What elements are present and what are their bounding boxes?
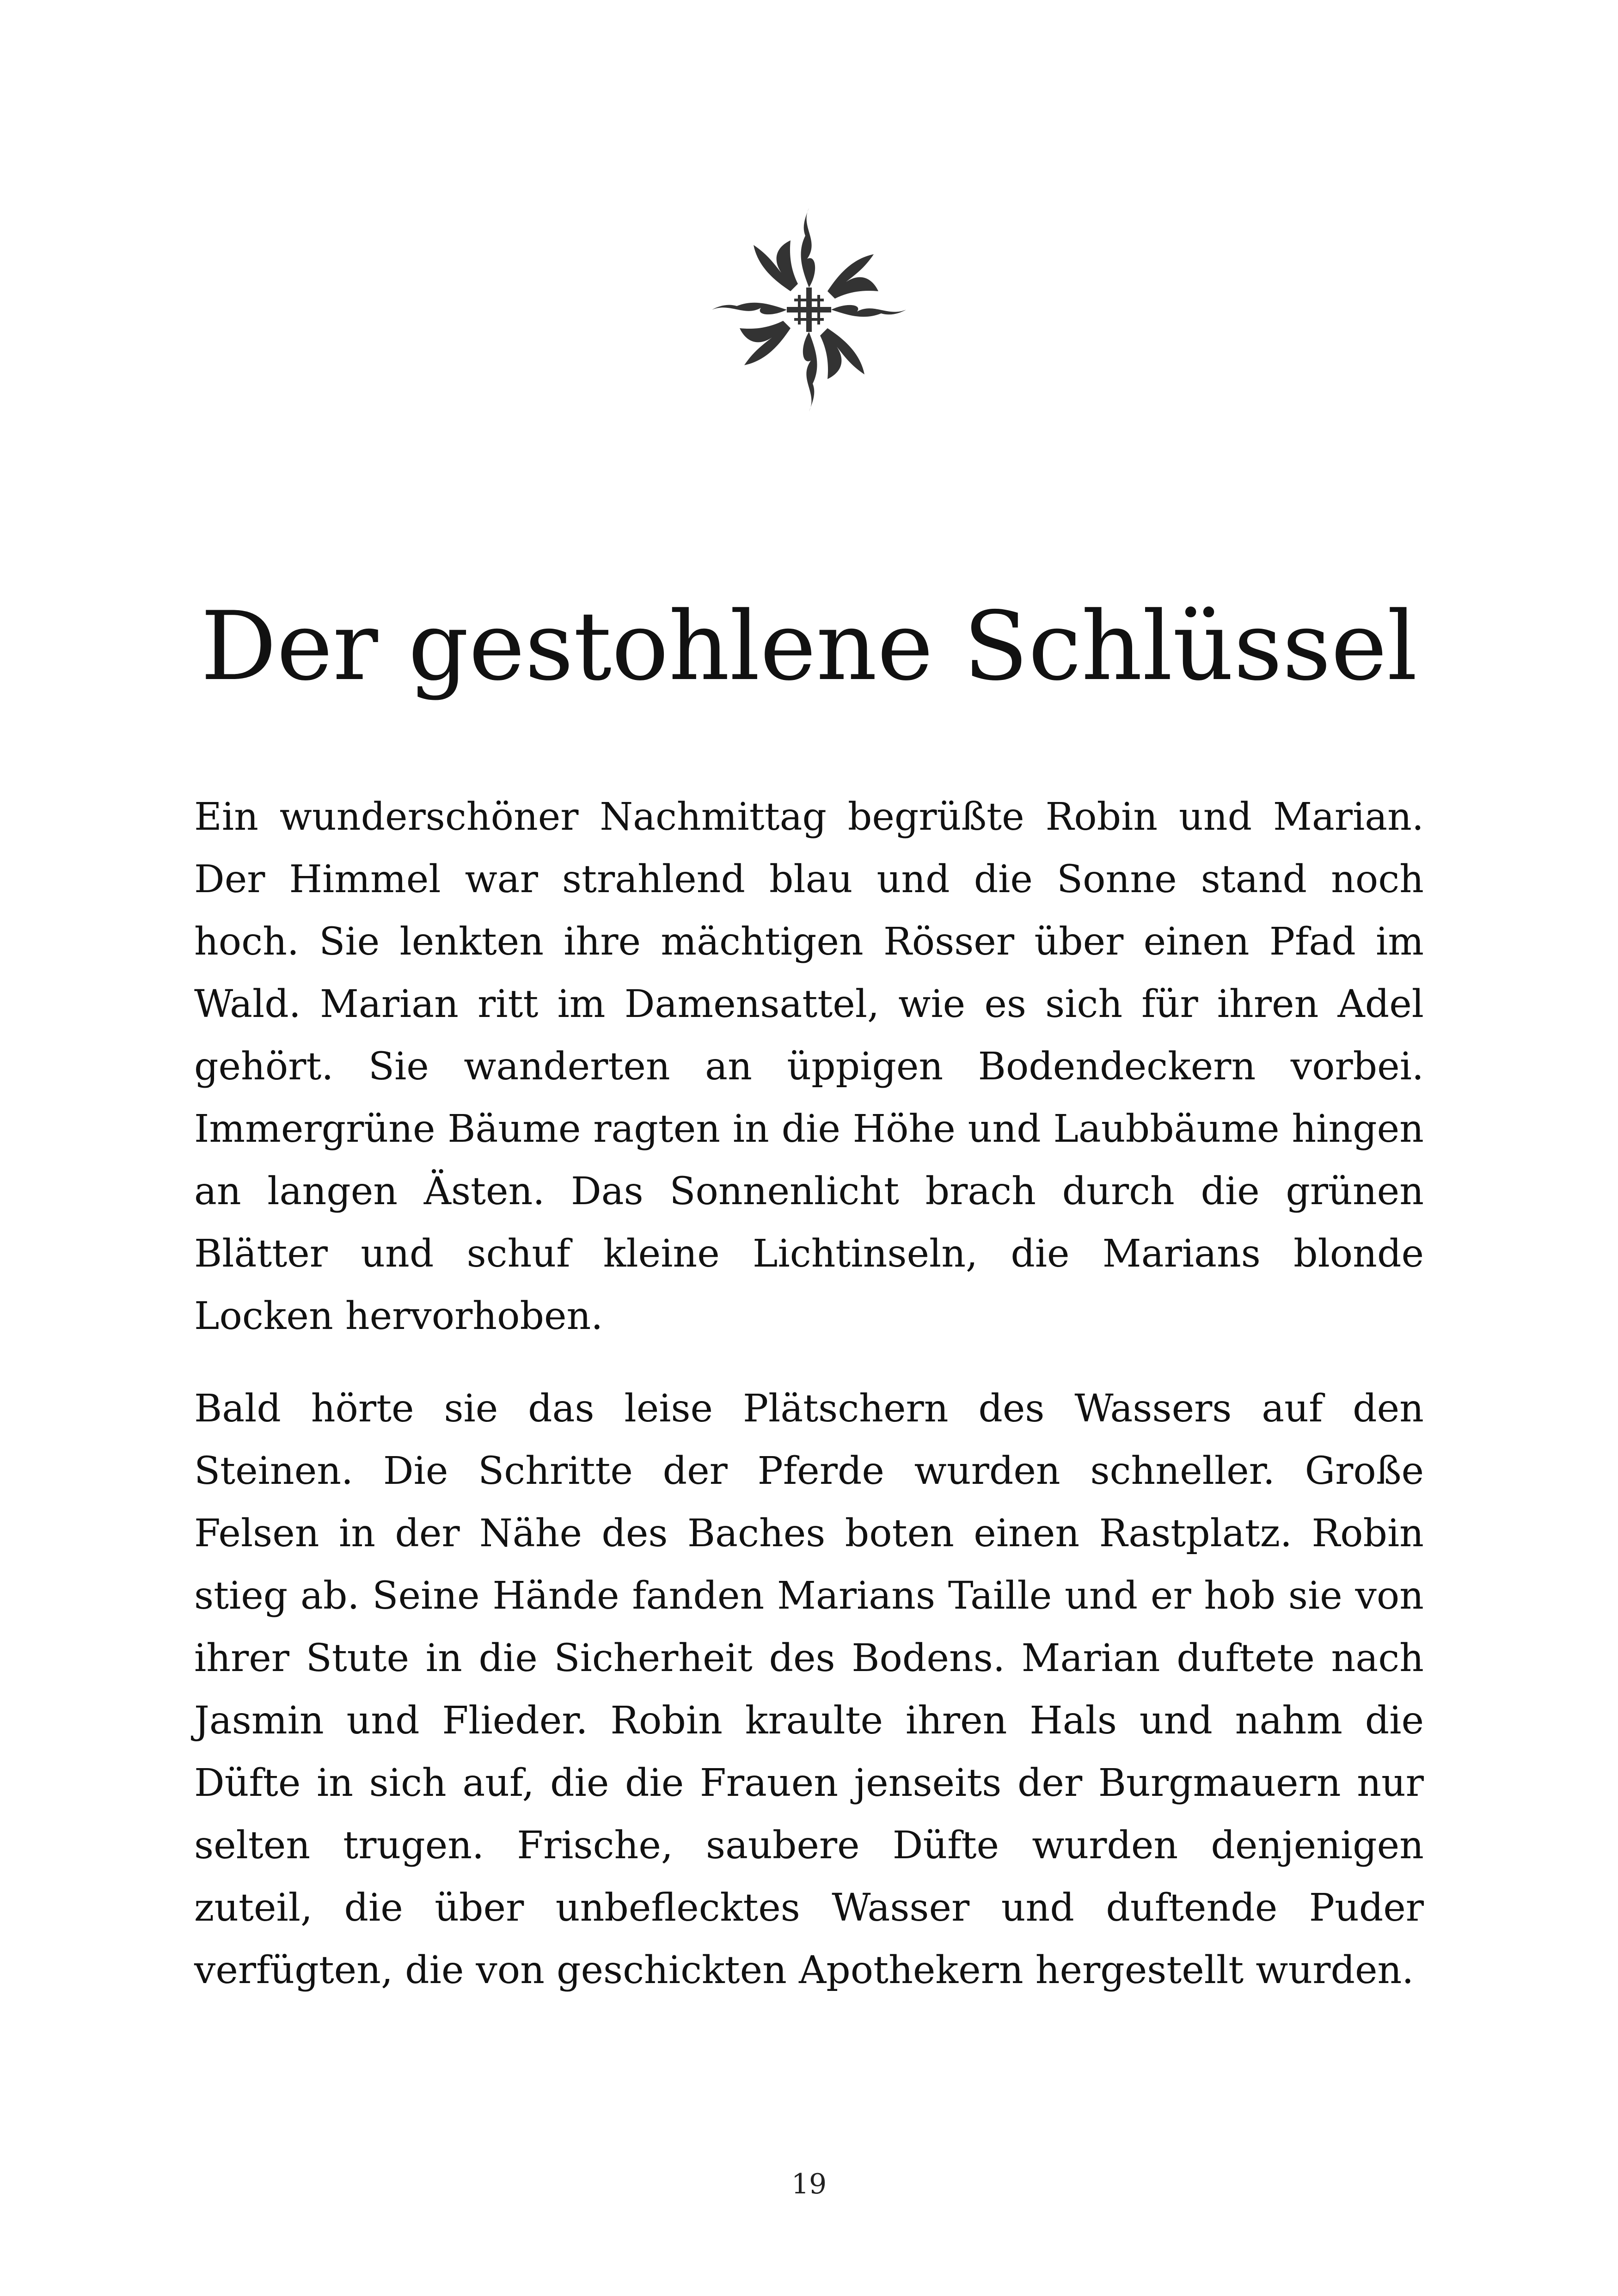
page-number: 19 [791, 2168, 827, 2200]
chapter-title: Der gestohlene Schlüssel [201, 592, 1417, 702]
paragraph-1: Ein wunderschöner Nachmittag begrüßte Robin und Marian. Der Himmel war strahlend blau und die Sonne stand noch hoch. Sie lenkten ihre mächtigen Rösser über einen Pfad im Wald. Marian ritt im Damensattel, wie es sich für ihren Adel gehört. Sie wanderten an üppigen Bodendeckern vorbei. Immergrüne Bäume ragten in die Höhe und Laubbäume hingen an langen Ästen. Das Sonnenlicht brach durch die grünen Blätter und schuf kleine Lichtinseln, die Marians blonde Locken hervorhoben. [194, 795, 1424, 1338]
flourish-cross-icon [707, 203, 911, 416]
chapter-body [194, 786, 1424, 2002]
paragraph-2: Bald hörte sie das leise Plätschern des Wassers auf den Steinen. Die Schritte der Pferde wurden schneller. Große Felsen in der Nähe des Baches boten einen Rastplatz. Robin stieg ab. Seine Hände fanden Marians Taille und er hob sie von ihrer Stute in die Sicherheit des Bodens. Marian duftete nach Jasmin und Flieder. Robin kraulte ihren Hals und nahm die Düfte in sich auf, die die Frauen jenseits der Burgmauern nur selten trugen. Frische, saubere Düfte wurden denjenigen zuteil, die über unbeflecktes Wasser und duftende Puder verfügten, die von geschickten Apothekern hergestellt wurden. [194, 1387, 1424, 1992]
